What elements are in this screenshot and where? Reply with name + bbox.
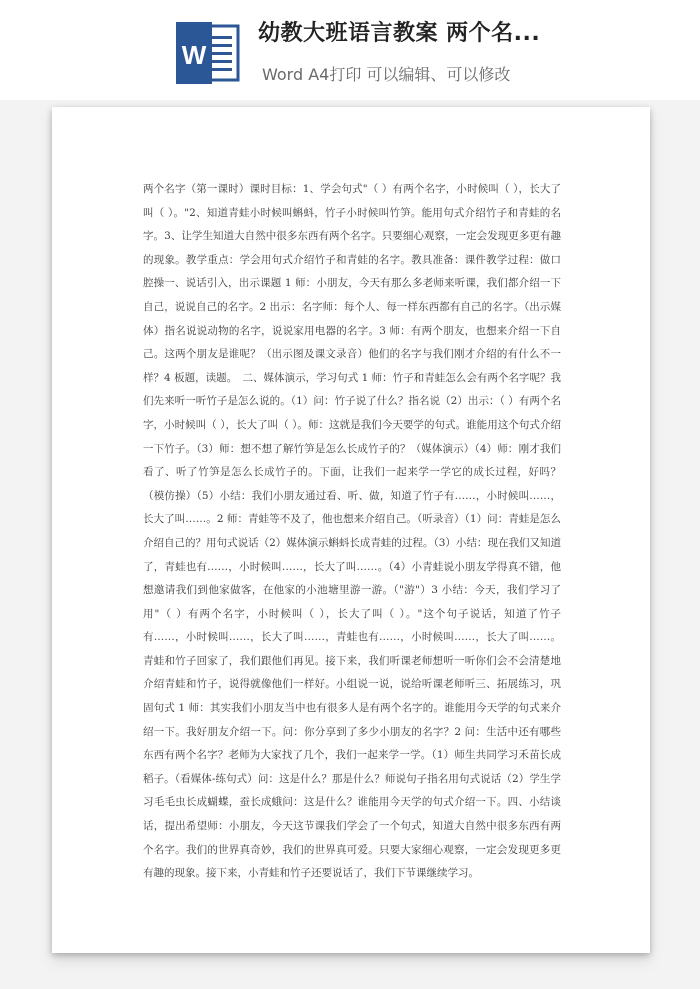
document-body-text: 两个名字（第一课时）课时目标：1、学会句式"（ ）有两个名字，小时候叫（ ），长大了叫（ ）。"2、知道青蛙小时候叫蝌蚪，竹子小时候叫竹笋。能用句式介绍竹子和青蛙的名字。3、让学生知道大自然中很多东西有两个名字。只要细心观察，一定会发现更多更有趣的现象。教学重点：学会用句式介绍竹子和青蛙的名字。教具准备：课件教学过程：做口腔操一、说话引入，出示课题 1 师：小朋友，今天有那么多老师来听课，我们都介绍一下自己，说说自己的名字。2 出示：名字师：每个人、每一样东西都有自己的名字。（出示媒体）指名说说动物的名字，说说家用电器的名字。3 师：有两个朋友，也想来介绍一下自己。这两个朋友是谁呢？（出示图及课文录音）他们的名字与我们刚才介绍的有什么不一样？4 板题，读题。 二、媒体演示，学习句式 1 师：竹子和青蛙怎么会有两个名字呢？我们先来听一听竹子是怎么说的。（1）问：竹子说了什么？指名说（2）出示：（ ）有两个名字，小时候叫（ ），长大了叫（ ）。师：这就是我们今天要学的句式。谁能用这个句式介绍一下竹子。（3）师：想不想了解竹笋是怎么长成竹子的？（媒体演示）（4）师：刚才我们看了、听了竹笋是怎么长成竹子的。下面，让我们一起来学一学它的成长过程，好吗？（模仿操）（5）小结：我们小朋友通过看、听、做，知道了竹子有……，小时候叫……，长大了叫……。2 师：青蛙等不及了，他也想来介绍自己。（听录音）（1）问：青蛙是怎么介绍自己的？用句式说话（2）媒体演示蝌蚪长成青蛙的过程。（3）小结：现在我们又知道了，青蛙也有……，小时候叫……，长大了叫……。（4）小青蛙说小朋友学得真不错，他想邀请我们到他家做客，在他家的小池塘里游一游。（"游"）3 小结：今天，我们学习了用"（ ）有两个名字，小时候叫（ ），长大了叫（ ）。"这个句子说话，知道了竹子有……，小时候叫……，长大了叫……，青蛙也有……，小时候叫……，长大了叫……。青蛙和竹子回家了，我们跟他们再见。接下来，我们听课老师想听一听你们会不会清楚地介绍青蛙和竹子，说得就像他们一样好。小组说一说，说给听课老师听三、拓展练习，巩固句式 1 师：其实我们小朋友当中也有很多人是有两个名字的。谁能用今天学的句式来介绍一下。我好朋友介绍一下。问：你分享到了多少小朋友的名字？2 问：生活中还有哪些东西有两个名字？老师为大家找了几个，我们一起来学一学。（1）师生共同学习禾苗长成稻子。（看媒体-练句式）问：这是什么？那是什么？师说句子指名用句式说话（2）学生学习毛毛虫长成蝴蝶，蚕长成蛾问：这是什么？谁能用今天学的句式介绍一下。四、小结谈话，提出希望师：小朋友，今天这节课我们学会了一个句式，知道大自然中很多东西有两个名字。我们的世界真奇妙，我们的世界真可爱。只要大家细心观察，一定会发现更多更有趣的现象。接下来，小青蛙和竹子还要说话了，我们下节课继续学习。 [143,183,561,880]
header-bar [0,0,700,100]
page-title: 幼教大班语言教案 两个名... [258,21,541,46]
page-subtitle: Word A4打印 可以编辑、可以修改 [262,65,511,84]
document-page [52,107,650,953]
word-document-icon [174,22,240,84]
word-icon-letter: W [181,40,207,70]
